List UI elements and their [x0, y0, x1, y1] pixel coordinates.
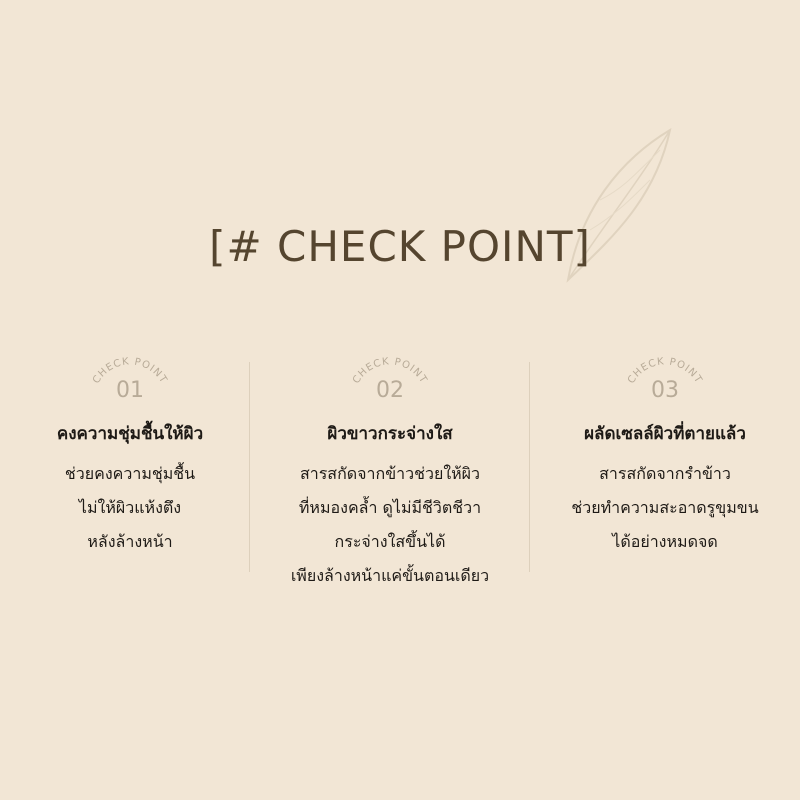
- check-point-badge-3: [615, 350, 715, 410]
- badge-label: CHECK POINT: [625, 356, 705, 386]
- badge-number: 02: [376, 378, 404, 403]
- check-point-line: ช่วยคงความชุ่มชื้น: [64, 464, 196, 483]
- badge-number: 01: [116, 378, 144, 403]
- check-point-heading: ผลัดเซลล์ผิวที่ตายแล้ว: [584, 424, 746, 444]
- check-point-column-3: [535, 350, 795, 559]
- check-point-line: สารสกัดจากรำข้าว: [599, 464, 731, 483]
- check-point-line: สารสกัดจากข้าวช่วยให้ผิว: [299, 464, 481, 483]
- check-point-line: ไม่ให้ผิวแห้งตึง: [78, 498, 182, 517]
- check-point-line: ช่วยทำความสะอาดรูขุมขน: [571, 498, 759, 517]
- check-point-line: ที่หมองคล้ำ ดูไม่มีชีวิตชีวา: [298, 498, 482, 517]
- check-point-line: ได้อย่างหมดจด: [612, 532, 718, 551]
- badge-label: CHECK POINT: [90, 356, 170, 386]
- check-point-column-1: [0, 350, 260, 559]
- check-point-heading: ผิวขาวกระจ่างใส: [327, 424, 453, 444]
- check-point-column-2: [255, 350, 525, 593]
- check-point-badge-2: [340, 350, 440, 410]
- check-point-badge-1: [80, 350, 180, 410]
- check-point-heading: คงความชุ่มชื้นให้ผิว: [56, 424, 204, 444]
- page-title: [# CHECK POINT]: [209, 222, 591, 271]
- check-point-line: กระจ่างใสขึ้นได้: [334, 532, 446, 551]
- badge-label: CHECK POINT: [350, 356, 430, 386]
- column-divider: [529, 362, 530, 572]
- check-point-line: หลังล้างหน้า: [87, 532, 173, 551]
- check-point-line: เพียงล้างหน้าแค่ขั้นตอนเดียว: [290, 566, 490, 585]
- badge-number: 03: [651, 378, 679, 403]
